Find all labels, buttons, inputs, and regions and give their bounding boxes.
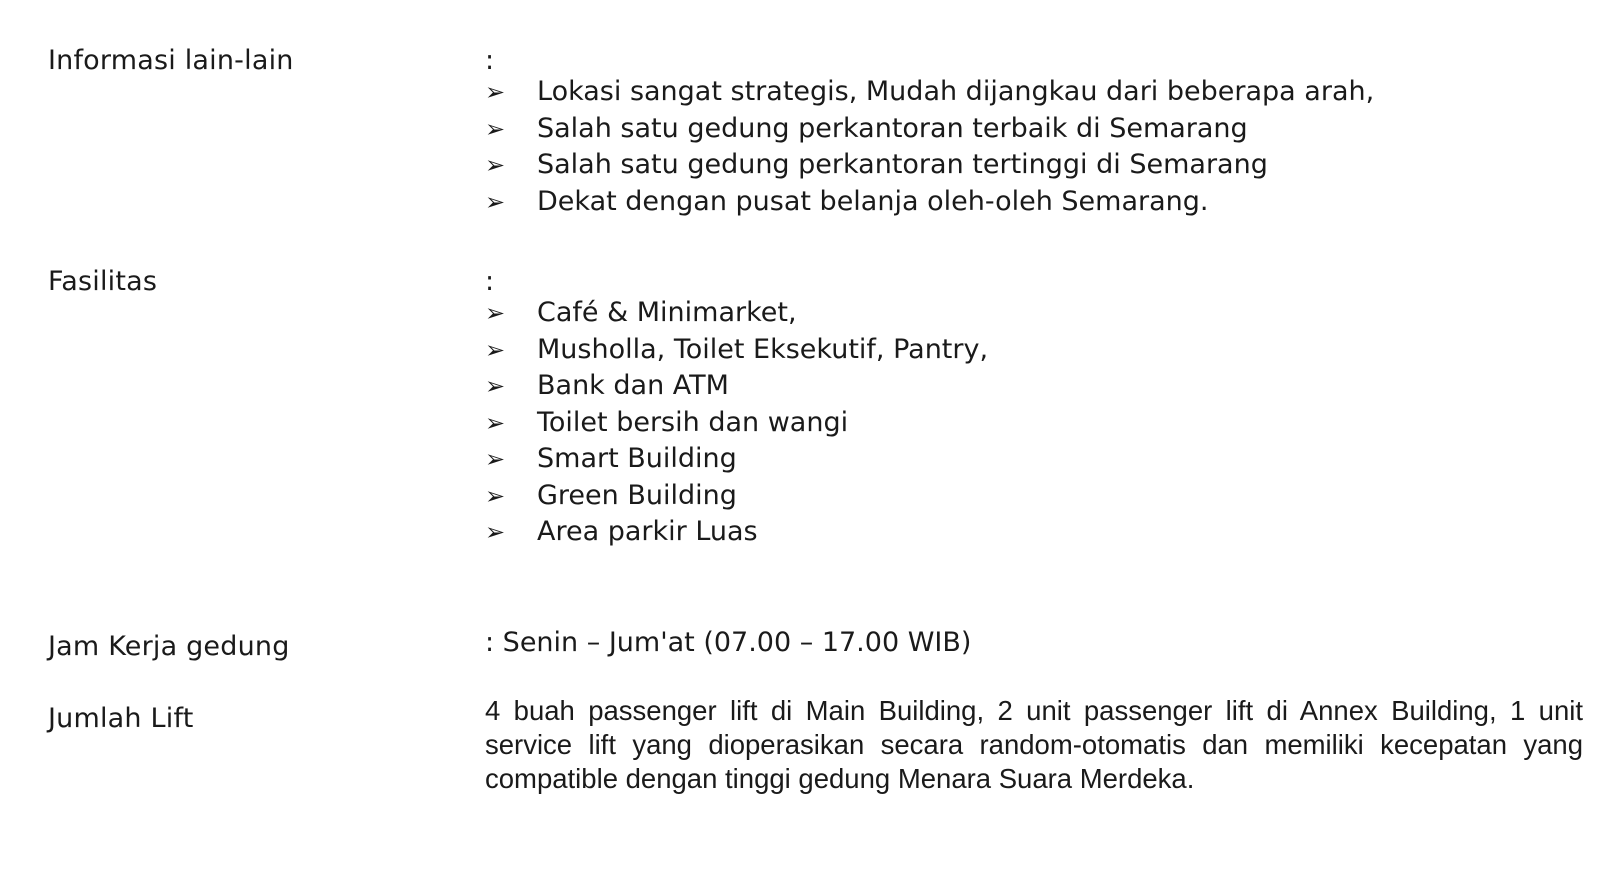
informasi-colon: :	[485, 45, 495, 76]
list-item-text: Café & Minimarket,	[537, 297, 797, 328]
list-item-text: Salah satu gedung perkantoran tertinggi di Semarang	[537, 149, 1268, 180]
jumlah-lift-label: Jumlah Lift	[48, 703, 194, 734]
arrowhead-bullet-icon: ➢	[485, 445, 506, 473]
informasi-label: Informasi lain-lain	[48, 45, 294, 76]
jam-kerja-value: : Senin – Jum'at (07.00 – 17.00 WIB)	[485, 627, 972, 658]
list-item-text: Dekat dengan pusat belanja oleh-oleh Semarang.	[537, 185, 1209, 217]
arrowhead-bullet-icon: ➢	[485, 408, 506, 437]
list-item-text: Area parkir Luas	[537, 516, 758, 547]
arrowhead-bullet-icon: ➢	[485, 114, 506, 143]
list-item-text: Salah satu gedung perkantoran terbaik di Semarang	[537, 112, 1248, 144]
fasilitas-colon: :	[485, 266, 495, 297]
list-item-text: Toilet bersih dan wangi	[537, 406, 849, 438]
jumlah-lift-description: 4 buah passenger lift di Main Building, 2 unit passenger lift di Annex Building, 1 unit service lift yang dioperasikan secara random-otomatis dan memiliki kecepatan yang compatible dengan tinggi gedung Menara Suara Merdeka.	[485, 695, 1583, 794]
arrowhead-bullet-icon: ➢	[485, 151, 506, 179]
fasilitas-label: Fasilitas	[48, 266, 158, 297]
list-item-text: Smart Building	[537, 443, 737, 474]
arrowhead-bullet-icon: ➢	[485, 481, 506, 510]
jam-kerja-label: Jam Kerja gedung	[48, 631, 290, 662]
arrowhead-bullet-icon: ➢	[485, 372, 506, 400]
arrowhead-bullet-icon: ➢	[485, 187, 506, 216]
list-item-text: Green Building	[537, 479, 737, 511]
list-item-text: Bank dan ATM	[537, 370, 729, 401]
arrowhead-bullet-icon: ➢	[485, 299, 506, 327]
arrowhead-bullet-icon: ➢	[485, 78, 506, 106]
list-item-text: Musholla, Toilet Eksekutif, Pantry,	[537, 333, 989, 365]
list-item-text: Lokasi sangat strategis, Mudah dijangkau dari beberapa arah,	[537, 76, 1375, 107]
arrowhead-bullet-icon: ➢	[485, 518, 506, 546]
arrowhead-bullet-icon: ➢	[485, 335, 506, 364]
